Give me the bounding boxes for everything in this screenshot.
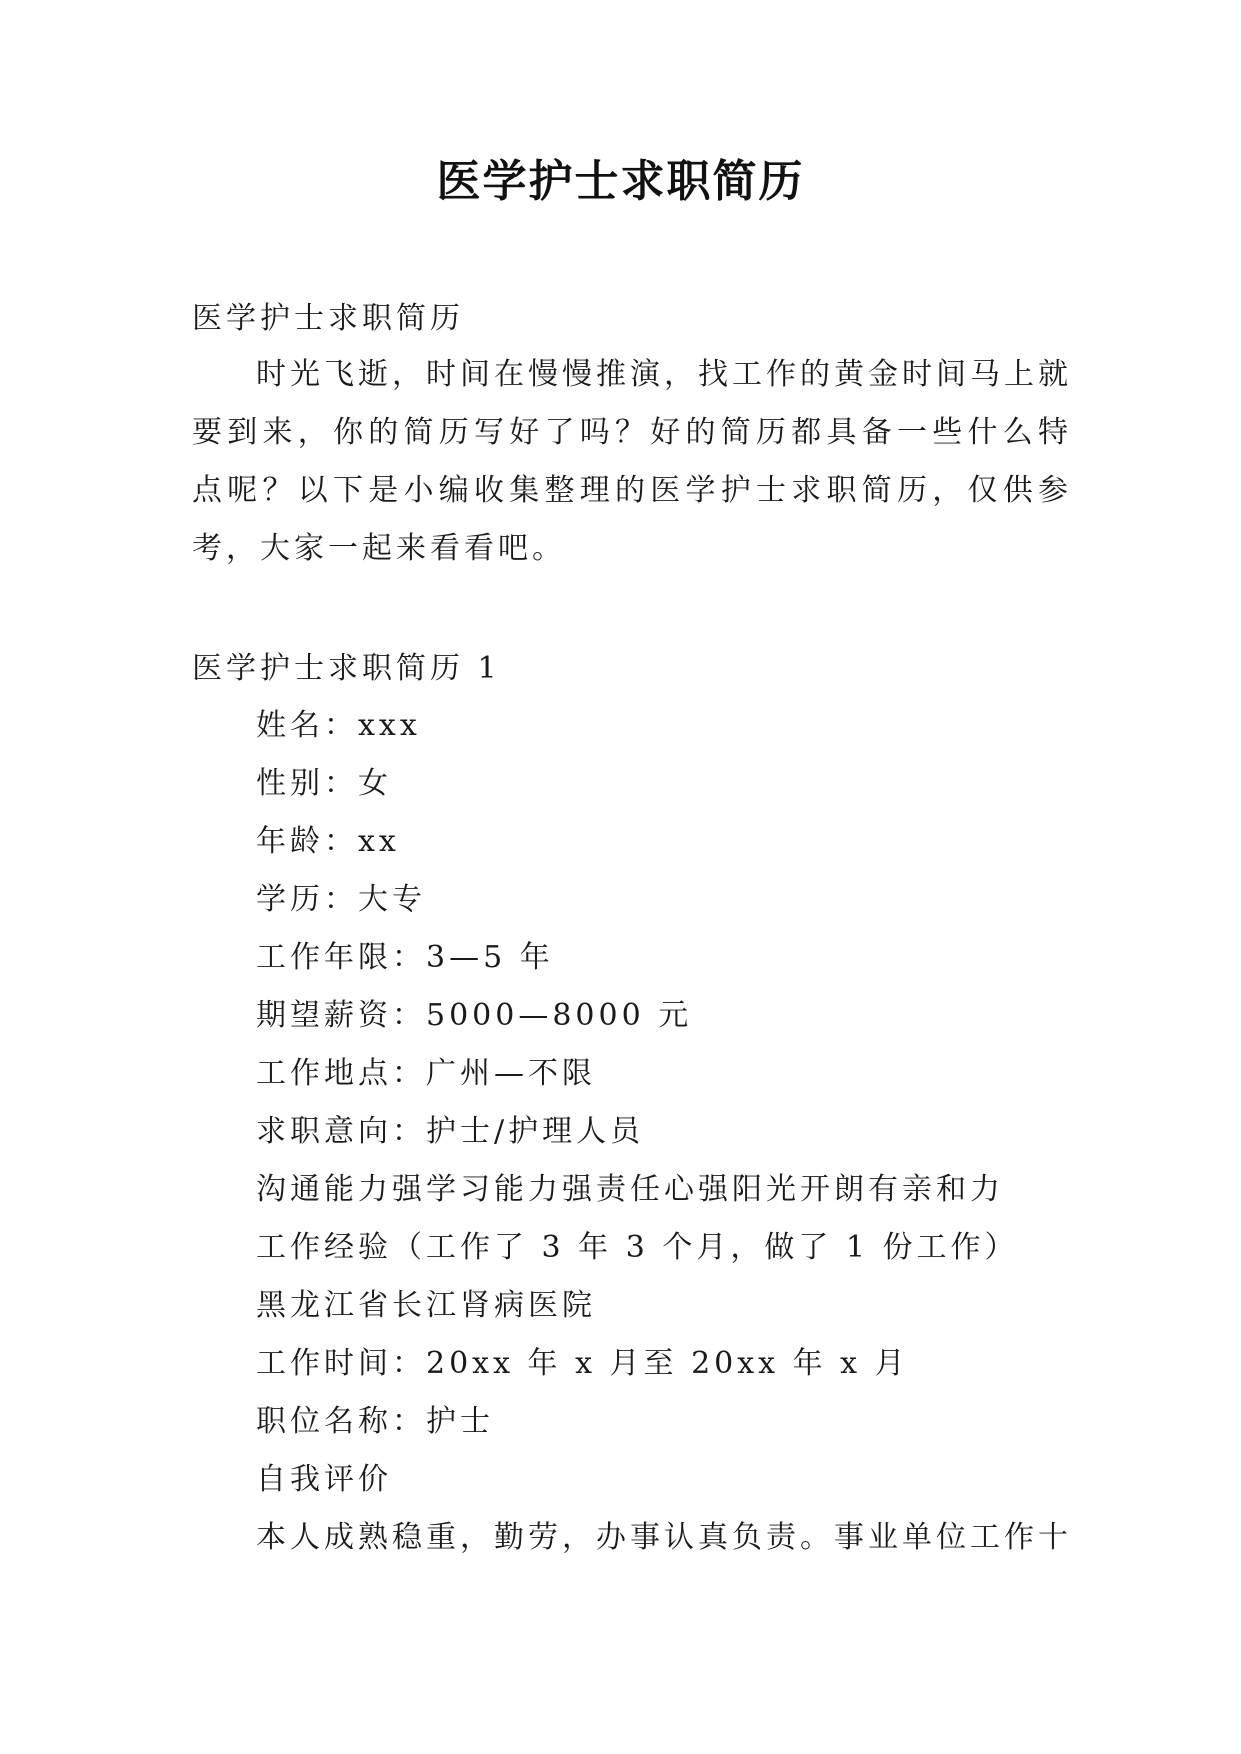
field-work-period: 工作时间：20xx 年 x 月至 20xx 年 x 月 bbox=[256, 1346, 909, 1381]
intro-paragraph: 时光飞逝，时间在慢慢推演，找工作的黄金时间马上就要到来，你的简历写好了吗？好的简历都具备一些什么特点呢？以下是小编收集整理的医学护士求职简历，仅供参考，大家一起来看看吧。 bbox=[192, 357, 1072, 566]
field-age: 年龄：xx bbox=[256, 824, 400, 859]
field-strengths: 沟通能力强学习能力强责任心强阳光开朗有亲和力 bbox=[256, 1172, 1004, 1207]
field-education: 学历：大专 bbox=[256, 882, 426, 917]
document-title: 医学护士求职简历 bbox=[436, 156, 805, 207]
resume-fields bbox=[256, 697, 1076, 1567]
field-expected-salary: 期望薪资：5000—8000 元 bbox=[256, 998, 693, 1033]
field-work-experience: 工作经验（工作了 3 年 3 个月，做了 1 份工作） bbox=[256, 1230, 1019, 1265]
field-position: 职位名称：护士 bbox=[256, 1404, 494, 1439]
field-work-location: 工作地点：广州—不限 bbox=[256, 1056, 596, 1091]
intro-heading: 医学护士求职简历 bbox=[192, 301, 464, 336]
field-employer: 黑龙江省长江肾病医院 bbox=[256, 1288, 596, 1323]
field-self-evaluation-text: 本人成熟稳重，勤劳，办事认真负责。事业单位工作十 bbox=[256, 1520, 1072, 1555]
field-job-intention: 求职意向：护士/护理人员 bbox=[256, 1114, 645, 1149]
field-self-evaluation-heading: 自我评价 bbox=[256, 1462, 392, 1497]
field-name: 姓名：xxx bbox=[256, 708, 421, 743]
resume-heading: 医学护士求职简历 1 bbox=[192, 651, 501, 686]
field-work-years: 工作年限：3—5 年 bbox=[256, 940, 554, 975]
field-gender: 性别：女 bbox=[256, 766, 392, 801]
